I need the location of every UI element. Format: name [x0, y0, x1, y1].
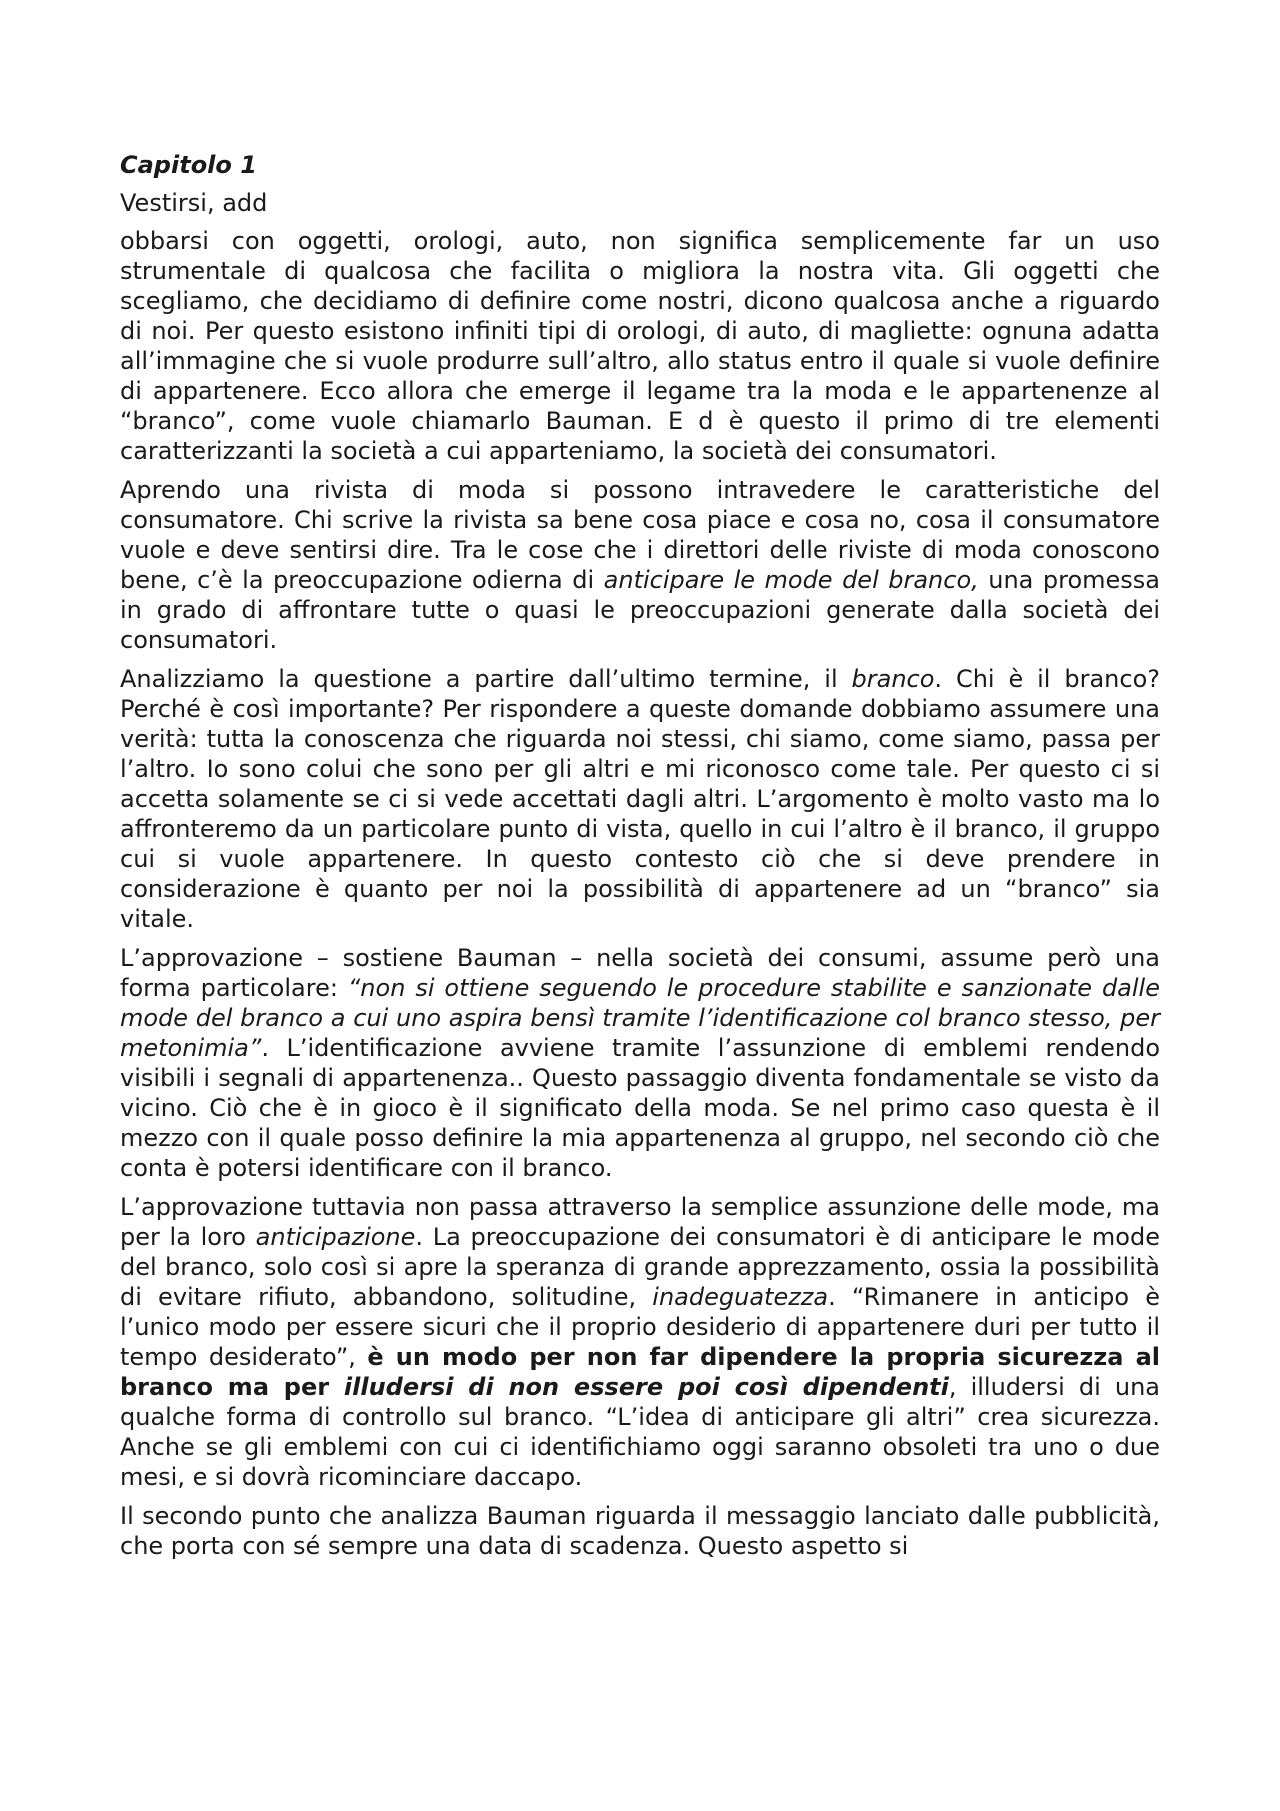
text-run: . L’identificazione avviene tramite l’assunzione di emblemi rendendo visibili i segnali di appartenenza.. Questo passaggio diventa fondamentale se visto da vicino. Ciò che è in gioco è il significato della moda. Se nel primo caso questa è il mezzo con il quale posso definire la mia appartenenza al gruppo, nel secondo ciò che conta è potersi identificare con il branco. [120, 1034, 1160, 1182]
text-run: branco [851, 665, 935, 693]
text-run: anticipazione [255, 1223, 416, 1251]
text-run: L’approvazione – sostiene Bauman – nella società dei consumi, assume però una forma particolare: [120, 944, 1160, 1002]
text-run: inadeguatezza [652, 1283, 829, 1311]
text-run: , illudersi di una qualche forma di controllo sul branco. “L’idea di anticipare gli altri” crea sicurezza. Anche se gli emblemi con cui ci identifichiamo oggi saranno obsoleti tra uno o due mesi, e si dovrà ricominciare daccapo. [120, 1373, 1160, 1491]
chapter-title: Capitolo 1 [120, 151, 257, 179]
paragraph [120, 664, 1160, 934]
text-run: una promessa in grado di affrontare tutte o quasi le preoccupazioni generate dalla società dei consumatori. [120, 566, 1161, 654]
text-run: . Chi è il branco? Perché è così importante? Per rispondere a queste domande dobbiamo assumere una verità: tutta la conoscenza che riguarda noi stessi, chi siamo, come siamo, passa per l’altro. Io sono colui che sono per gli altri e mi riconosco come tale. Per questo ci si accetta solamente se ci si vede accettati dagli altri. L’argomento è molto vasto ma lo affronteremo da un particolare punto di vista, quello in cui l’altro è il branco, il gruppo cui si vuole appartenere. In questo contesto ciò che si deve prendere in considerazione è quanto per noi la possibilità di appartenere ad un “branco” sia vitale. [120, 665, 1160, 933]
paragraph [120, 475, 1160, 655]
document-page [120, 150, 1160, 1561]
text-run: . “Rimanere in anticipo è l’unico modo per essere sicuri che il proprio desiderio di appartenere duri per tutto il tempo desiderato”, [120, 1283, 1160, 1371]
text-run: . La preoccupazione dei consumatori è di anticipare le mode del branco, solo così si apre la speranza di grande apprezzamento, ossia la possibilità di evitare rifiuto, abbandono, solitudine, [120, 1223, 1160, 1311]
paragraph [120, 943, 1160, 1183]
paragraph [120, 1192, 1160, 1492]
text-run: anticipare le mode del branco, [603, 566, 979, 594]
text-run: illudersi di non essere poi così dipendenti [343, 1373, 949, 1401]
text-run: “non si ottiene seguendo le procedure stabilite e sanzionate dalle mode del branco a cui uno aspira bensì tramite l’identificazione col branco stesso, per metonimia” [120, 974, 1160, 1062]
body-text [120, 226, 1160, 1561]
text-run: L’approvazione tuttavia non passa attraverso la semplice assunzione delle mode, ma per la loro [120, 1193, 1160, 1251]
text-run: è un modo per non far dipendere la propria sicurezza al branco ma per [120, 1343, 1161, 1401]
paragraph [120, 226, 1160, 466]
text-run: Il secondo punto che analizza Bauman riguarda il messaggio lanciato dalle pubblicità, che porta con sé sempre una data di scadenza. Questo aspetto si [120, 1502, 1160, 1560]
paragraph [120, 1501, 1160, 1561]
text-run: Analizziamo la questione a partire dall’ultimo termine, il [120, 665, 852, 693]
text-run: Aprendo una rivista di moda si possono intravedere le caratteristiche del consumatore. Chi scrive la rivista sa bene cosa piace e cosa no, cosa il consumatore vuole e deve sentirsi dire. Tra le cose che i direttori delle riviste di moda conoscono bene, c’è la preoccupazione odierna di [120, 476, 1160, 594]
text-run: obbarsi con oggetti, orologi, auto, non significa semplicemente far un uso strumentale di qualcosa che facilita o migliora la nostra vita. Gli oggetti che scegliamo, che decidiamo di definire come nostri, dicono qualcosa anche a riguardo di noi. Per questo esistono infiniti tipi di orologi, di auto, di magliette: ognuna adatta all’immagine che si vuole produrre sull’altro, allo status entro il quale si vuole definire di appartenere. Ecco allora che emerge il legame tra la moda e le appartenenze al “branco”, come vuole chiamarlo Bauman. E d è questo il primo di tre elementi caratterizzanti la società a cui apparteniamo, la società dei consumatori. [120, 227, 1160, 465]
chapter-subtitle: Vestirsi, add [120, 189, 268, 217]
